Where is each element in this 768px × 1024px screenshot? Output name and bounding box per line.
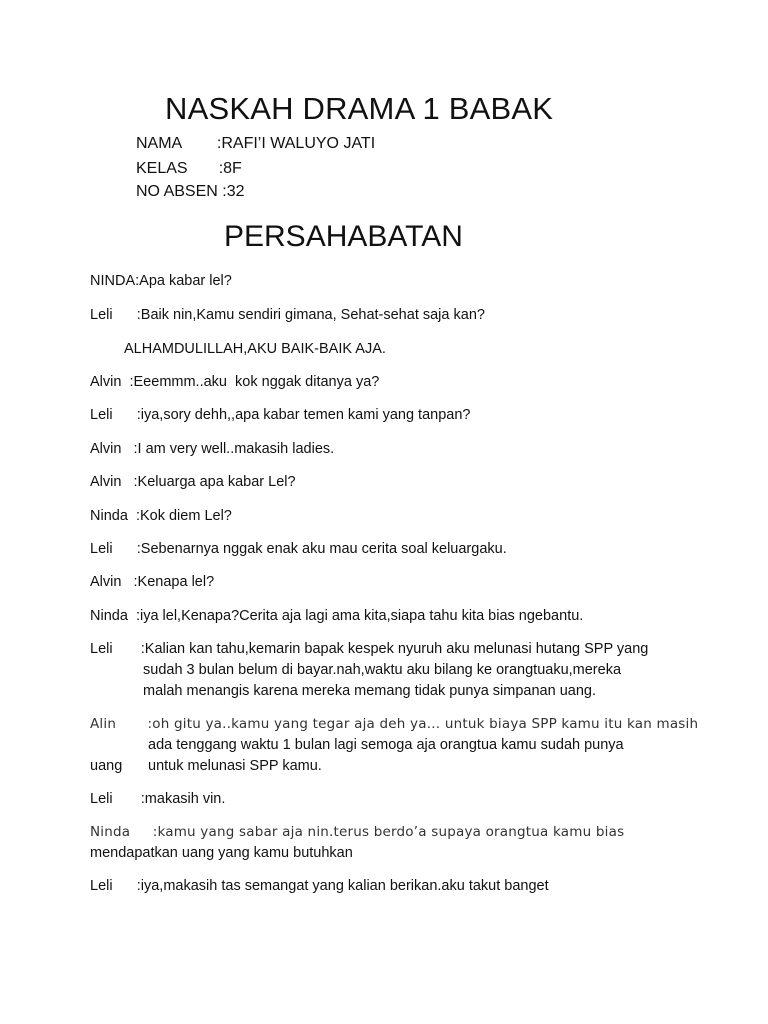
dialogue-line: mendapatkan uang yang kamu butuhkan: [90, 845, 353, 861]
dialogue-line: Leli :Sebenarnya nggak enak aku mau cerita soal keluargaku.: [90, 541, 507, 557]
dialogue-line: ada tenggang waktu 1 bulan lagi semoga aja orangtua kamu sudah punya: [148, 737, 624, 753]
dialogue-line: Alvin :Kenapa lel?: [90, 574, 215, 590]
drama-subtitle: PERSAHABATAN: [224, 220, 463, 253]
dialogue-line: sudah 3 bulan belum di bayar.nah,waktu aku bilang ke orangtuaku,mereka: [143, 662, 622, 678]
dialogue-line: malah menangis karena mereka memang tidak punya simpanan uang.: [143, 683, 596, 699]
info-nama: NAMA :RAFI’I WALUYO JATI: [136, 135, 376, 152]
dialogue-line: Ninda :kamu yang sabar aja nin.terus berdo’a supaya orangtua kamu bias: [90, 824, 625, 840]
dialogue-line: untuk melunasi SPP kamu.: [148, 758, 322, 774]
dialogue-line: Leli :Baik nin,Kamu sendiri gimana, Sehat-sehat saja kan?: [90, 307, 485, 323]
dialogue-line: Alvin :Keluarga apa kabar Lel?: [90, 474, 296, 490]
dialogue-line: Leli :Kalian kan tahu,kemarin bapak kespek nyuruh aku melunasi hutang SPP yang: [90, 641, 649, 657]
dialogue-line: uang: [90, 758, 123, 774]
dialogue-line: NINDA:Apa kabar lel?: [90, 273, 232, 289]
dialogue-line: Ninda :iya lel,Kenapa?Cerita aja lagi ama kita,siapa tahu kita bias ngebantu.: [90, 608, 584, 624]
page-title: NASKAH DRAMA 1 BABAK: [165, 91, 554, 126]
dialogue-line: Leli :iya,sory dehh,,apa kabar temen kami yang tanpan?: [90, 407, 471, 423]
dialogue-line: ALHAMDULILLAH,AKU BAIK-BAIK AJA.: [124, 341, 386, 357]
dialogue-line: Alvin :Eeemmm..aku kok nggak ditanya ya?: [90, 374, 380, 390]
dialogue-line: Alvin :I am very well..makasih ladies.: [90, 441, 335, 457]
info-kelas: KELAS :8F: [136, 160, 242, 177]
dialogue-line: Alin :oh gitu ya..kamu yang tegar aja deh ya… untuk biaya SPP kamu itu kan masih: [90, 716, 699, 732]
dialogue-line: Leli :makasih vin.: [90, 791, 226, 807]
info-absen: NO ABSEN :32: [136, 183, 245, 200]
dialogue-line: Leli :iya,makasih tas semangat yang kalian berikan.aku takut banget: [90, 878, 549, 894]
dialogue-line: Ninda :Kok diem Lel?: [90, 508, 232, 524]
